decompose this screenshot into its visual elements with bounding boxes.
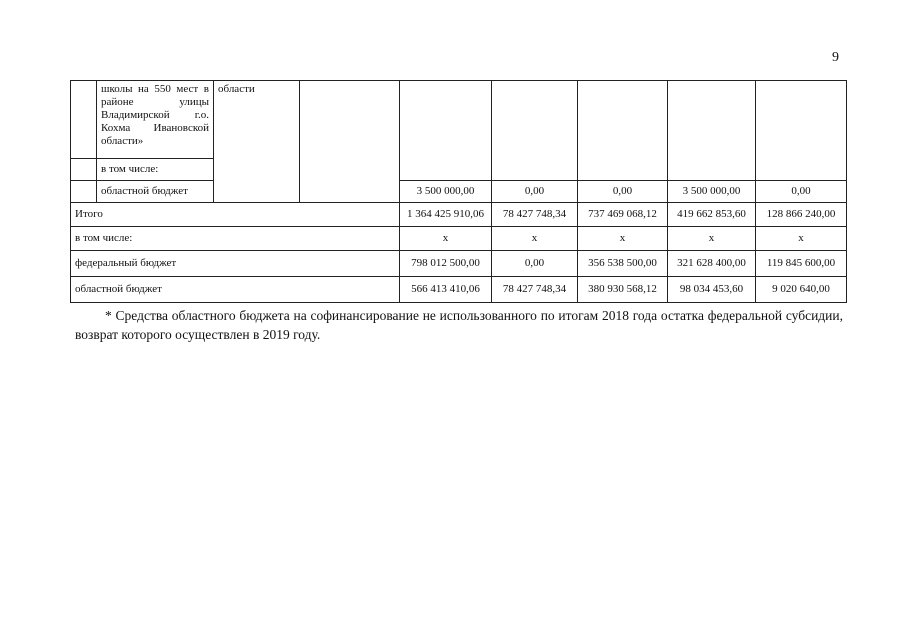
blank-value-cell xyxy=(756,81,847,181)
including-label-cell: в том числе: xyxy=(71,227,400,251)
value-cell: 321 628 400,00 xyxy=(668,251,756,277)
value-cell: 419 662 853,60 xyxy=(668,203,756,227)
blank-value-cell xyxy=(668,81,756,181)
object-name-line: Владимирской г.о. xyxy=(101,109,209,121)
responsible-cell: области xyxy=(214,81,300,203)
blank-index-cell xyxy=(71,159,97,181)
value-cell: 78 427 748,34 xyxy=(492,203,578,227)
value-cell: 798 012 500,00 xyxy=(400,251,492,277)
value-cell: 356 538 500,00 xyxy=(578,251,668,277)
blank-index-cell xyxy=(71,181,97,203)
object-row xyxy=(71,81,847,159)
budget-table xyxy=(70,80,847,303)
value-cell: х xyxy=(400,227,492,251)
value-cell: 98 034 453,60 xyxy=(668,277,756,303)
blank-index-cell xyxy=(71,81,97,159)
total-row xyxy=(71,203,847,227)
object-name-line: области» xyxy=(101,135,144,147)
value-cell: х xyxy=(578,227,668,251)
including-label-cell: в том числе: xyxy=(97,159,214,181)
object-name-line: школы на 550 мест в xyxy=(101,83,209,95)
footnote: * Средства областного бюджета на софинансирование не использованного по итогам 2018 года остатка федеральной субсидии, возврат которого осуществлен в 2019 году. xyxy=(75,308,843,342)
blank-period-cell xyxy=(300,81,400,203)
regional-label-cell: областной бюджет xyxy=(71,277,400,303)
value-cell: 0,00 xyxy=(492,251,578,277)
value-cell: 3 500 000,00 xyxy=(668,181,756,203)
regional-label-cell: областной бюджет xyxy=(97,181,214,203)
object-regional-row xyxy=(71,181,847,203)
federal-label-cell: федеральный бюджет xyxy=(71,251,400,277)
value-cell: х xyxy=(668,227,756,251)
total-label-cell: Итого xyxy=(71,203,400,227)
value-cell: х xyxy=(756,227,847,251)
value-cell: 78 427 748,34 xyxy=(492,277,578,303)
value-cell: 3 500 000,00 xyxy=(400,181,492,203)
value-cell: 128 866 240,00 xyxy=(756,203,847,227)
regional-row xyxy=(71,277,847,303)
value-cell: 1 364 425 910,06 xyxy=(400,203,492,227)
blank-value-cell xyxy=(492,81,578,181)
page-number: 9 xyxy=(832,50,839,65)
value-cell: 0,00 xyxy=(578,181,668,203)
blank-value-cell xyxy=(400,81,492,181)
blank-value-cell xyxy=(578,81,668,181)
value-cell: 380 930 568,12 xyxy=(578,277,668,303)
object-name-line: районе улицы xyxy=(101,96,209,108)
object-name-cell xyxy=(97,81,214,159)
federal-row xyxy=(71,251,847,277)
value-cell: 566 413 410,06 xyxy=(400,277,492,303)
value-cell: 119 845 600,00 xyxy=(756,251,847,277)
object-name-line: Кохма Ивановской xyxy=(101,122,209,134)
value-cell: 0,00 xyxy=(756,181,847,203)
value-cell: х xyxy=(492,227,578,251)
value-cell: 9 020 640,00 xyxy=(756,277,847,303)
including-row xyxy=(71,227,847,251)
value-cell: 0,00 xyxy=(492,181,578,203)
value-cell: 737 469 068,12 xyxy=(578,203,668,227)
